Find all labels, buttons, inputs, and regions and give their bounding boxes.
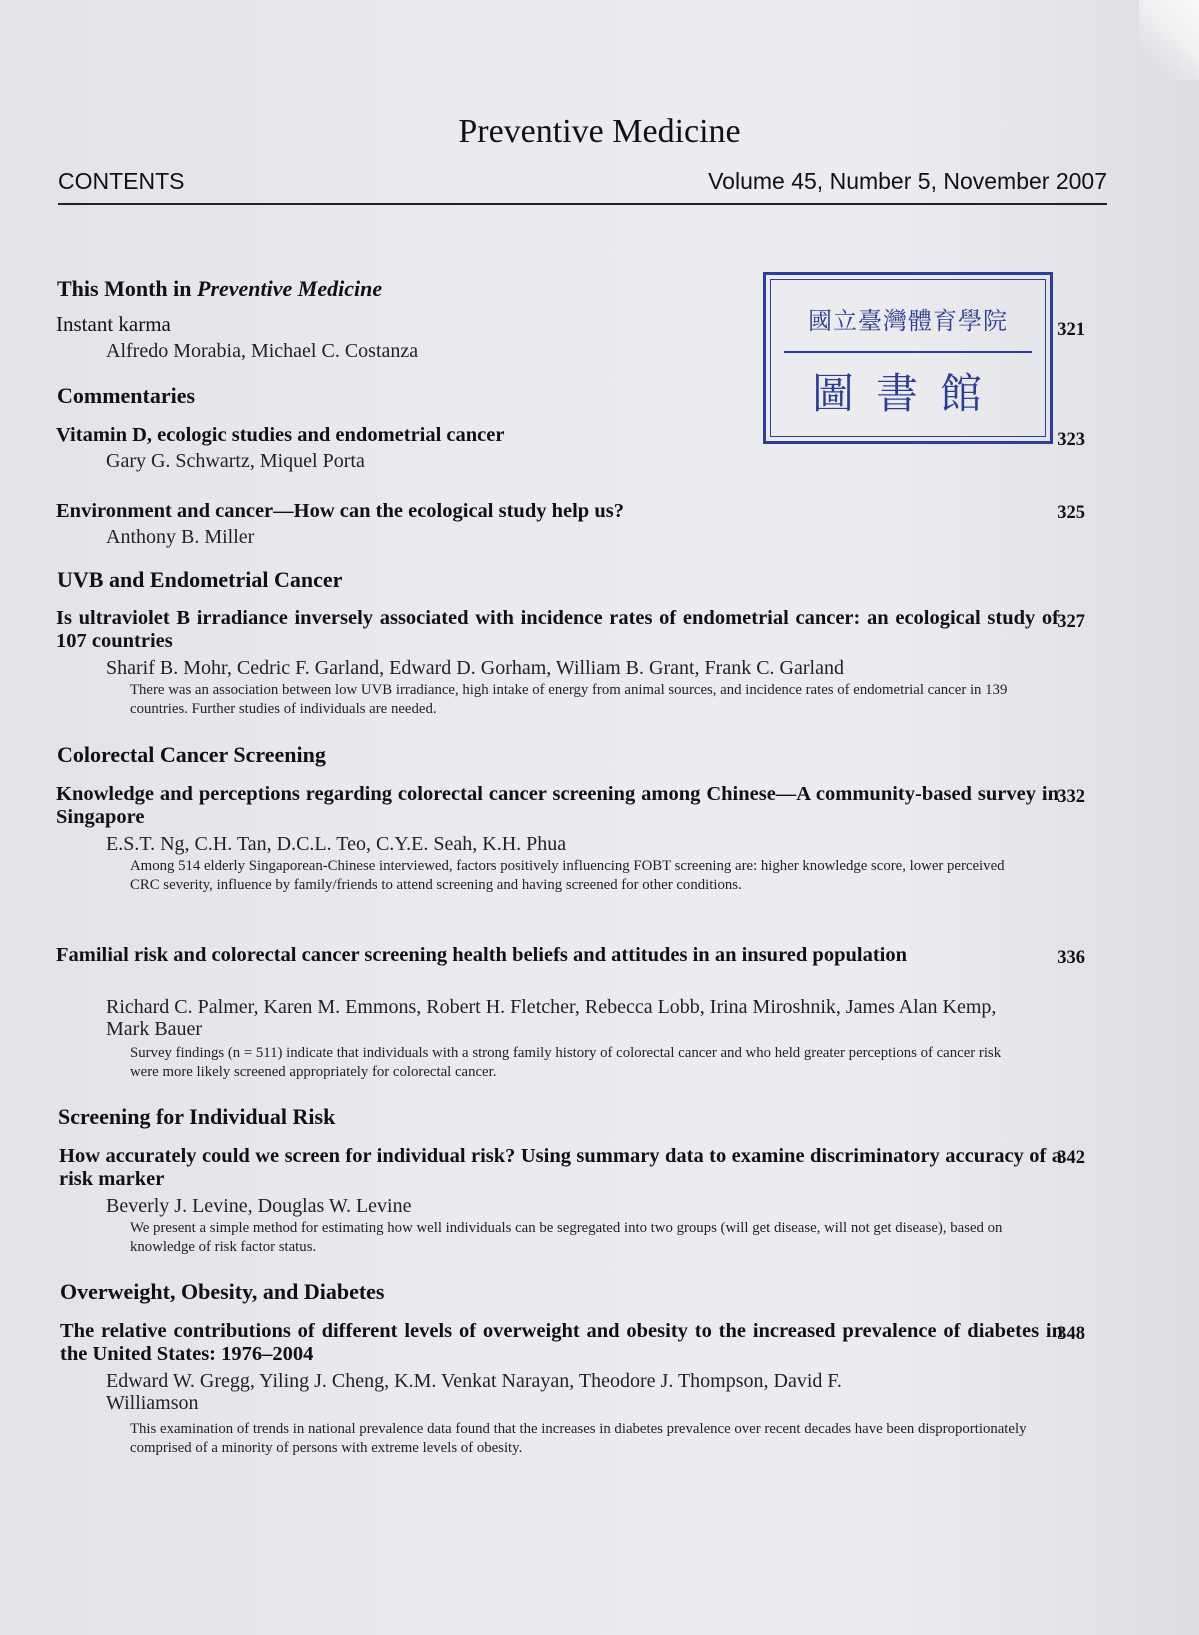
article-title-familial[interactable]: Familial risk and colorectal cancer screening health beliefs and attitudes in an insured population xyxy=(56,944,908,966)
volume-info: Volume 45, Number 5, November 2007 xyxy=(708,168,1107,194)
article-authors-obesity: Edward W. Gregg, Yiling J. Cheng, K.M. Venkat Narayan, Theodore J. Thompson, David F. Williamson xyxy=(106,1370,842,1414)
page-number-colorectal: 332 xyxy=(1057,787,1085,807)
article-title-vitamin-d[interactable]: Vitamin D, ecologic studies and endometrial cancer xyxy=(56,424,505,446)
article-abstract-familial: Survey findings (n = 511) indicate that individuals with a strong family history of colorectal cancer and who held greater perceptions of cancer risk were more likely screened appropriately for colorectal cancer. xyxy=(130,1045,1002,1080)
article-title-risk[interactable]: How accurately could we screen for individual risk? Using summary data to examine discriminatory accuracy of a risk marker xyxy=(59,1145,1062,1190)
page-corner xyxy=(1139,0,1199,80)
contents-label: CONTENTS xyxy=(58,168,185,194)
section-this-month-prefix: This Month in xyxy=(57,276,197,301)
section-obesity: Overweight, Obesity, and Diabetes xyxy=(60,1279,385,1304)
journal-title: Preventive Medicine xyxy=(458,113,741,150)
page-number-risk: 342 xyxy=(1057,1148,1085,1168)
article-title-uvb[interactable]: Is ultraviolet B irradiance inversely associated with incidence rates of endometrial cancer: an ecological study of 107 countries xyxy=(56,607,1059,652)
section-uvb: UVB and Endometrial Cancer xyxy=(57,567,343,592)
header-rule xyxy=(58,203,1107,205)
page-number-environment: 325 xyxy=(1057,503,1085,523)
article-authors-vitamin-d: Gary G. Schwartz, Miquel Porta xyxy=(106,450,365,472)
article-authors-colorectal: E.S.T. Ng, C.H. Tan, D.C.L. Teo, C.Y.E. Seah, K.H. Phua xyxy=(106,833,567,855)
article-authors-karma: Alfredo Morabia, Michael C. Costanza xyxy=(106,340,419,362)
article-title-karma[interactable]: Instant karma xyxy=(56,312,171,336)
article-authors-environment: Anthony B. Miller xyxy=(106,526,255,548)
article-title-colorectal[interactable]: Knowledge and perceptions regarding colorectal cancer screening among Chinese—A community-based survey in Singapore xyxy=(56,783,1059,828)
section-colorectal: Colorectal Cancer Screening xyxy=(57,742,326,767)
page-number-obesity: 348 xyxy=(1057,1324,1085,1344)
page-number-familial: 336 xyxy=(1057,948,1085,968)
article-authors-uvb: Sharif B. Mohr, Cedric F. Garland, Edward D. Gorham, William B. Grant, Frank C. Garland xyxy=(106,657,844,679)
article-authors-familial: Richard C. Palmer, Karen M. Emmons, Robert H. Fletcher, Rebecca Lobb, Irina Miroshnik, James Alan Kemp, Mark Bauer xyxy=(106,996,997,1040)
section-commentaries: Commentaries xyxy=(57,383,196,408)
stamp-library: 圖書館 xyxy=(811,369,1004,418)
article-abstract-uvb: There was an association between low UVB irradiance, high intake of energy from animal sources, and incidence rates of endometrial cancer in 139 countries. Further studies of individuals are needed. xyxy=(130,682,1008,717)
stamp-institution: 國立臺灣體育學院 xyxy=(808,307,1008,335)
article-title-environment[interactable]: Environment and cancer—How can the ecological study help us? xyxy=(56,500,624,522)
section-this-month-journal: Preventive Medicine xyxy=(197,276,383,301)
page-number-vitamin-d: 323 xyxy=(1057,430,1085,450)
section-this-month xyxy=(57,276,382,302)
article-abstract-colorectal: Among 514 elderly Singaporean-Chinese interviewed, factors positively influencing FOBT screening are: higher knowledge score, lower perceived CRC severity, influence by family/friends to attend screening and having screened for other conditions. xyxy=(130,858,1005,893)
article-authors-risk: Beverly J. Levine, Douglas W. Levine xyxy=(106,1195,412,1217)
article-abstract-risk: We present a simple method for estimating how well individuals can be segregated into two groups (will get disease, will not get disease), based on knowledge of risk factor status. xyxy=(130,1220,1003,1255)
page-number-uvb: 327 xyxy=(1057,612,1085,632)
section-individual-risk: Screening for Individual Risk xyxy=(58,1104,336,1129)
article-abstract-obesity: This examination of trends in national prevalence data found that the increases in diabetes prevalence over recent decades have been disproportionately comprised of a minority of persons with extreme levels of obesity. xyxy=(130,1421,1027,1456)
page-number-karma: 321 xyxy=(1057,320,1085,340)
article-title-obesity[interactable]: The relative contributions of different levels of overweight and obesity to the increased prevalence of diabetes in the United States: 1976–2004 xyxy=(60,1320,1063,1365)
